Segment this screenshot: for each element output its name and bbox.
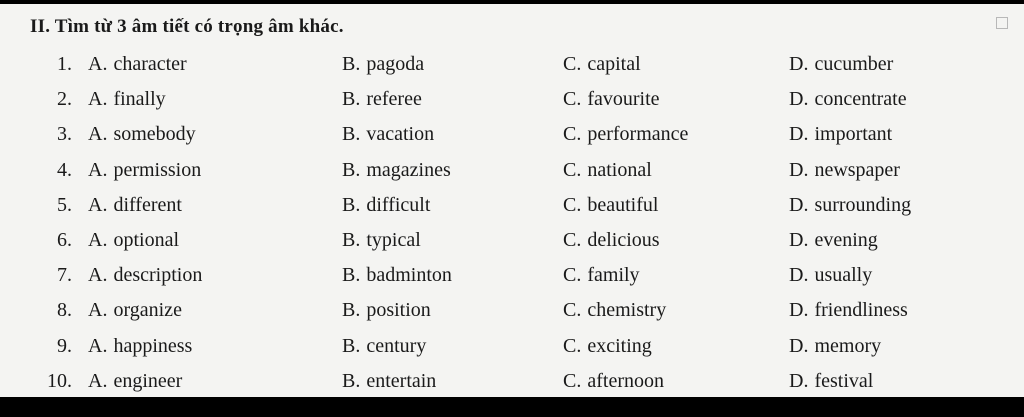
- option-c: [563, 293, 666, 328]
- option-d: [789, 47, 893, 82]
- option-word: finally: [113, 88, 166, 111]
- option-word: friendliness: [814, 299, 908, 322]
- option-letter: C.: [563, 88, 582, 111]
- option-letter: C.: [563, 334, 582, 357]
- question-row: [0, 258, 1024, 293]
- option-c: [563, 364, 664, 399]
- question-number: 7.: [57, 264, 72, 287]
- option-c: [563, 223, 660, 258]
- option-word: usually: [814, 264, 873, 287]
- option-letter: A.: [88, 299, 108, 322]
- option-c: [563, 47, 641, 82]
- option-letter: C.: [563, 123, 582, 146]
- option-d: [789, 117, 892, 152]
- option-word: chemistry: [587, 299, 667, 322]
- option-b: [342, 153, 451, 188]
- option-c: [563, 258, 640, 293]
- option-c: [563, 117, 688, 152]
- question-number: 5.: [57, 193, 72, 216]
- option-b: [342, 117, 434, 152]
- option-b: [342, 82, 422, 117]
- option-word: typical: [366, 228, 421, 251]
- option-word: exciting: [587, 334, 652, 357]
- option-letter: A.: [88, 123, 108, 146]
- question-row: [0, 188, 1024, 223]
- question-row: [0, 223, 1024, 258]
- option-word: concentrate: [814, 88, 907, 111]
- option-word: different: [113, 193, 182, 216]
- question-row: [0, 153, 1024, 188]
- option-letter: D.: [789, 193, 809, 216]
- option-word: family: [587, 264, 640, 287]
- option-letter: A.: [88, 369, 108, 392]
- option-c: [563, 153, 652, 188]
- option-letter: D.: [789, 369, 809, 392]
- option-word: description: [113, 264, 203, 287]
- option-word: organize: [113, 299, 182, 322]
- option-letter: D.: [789, 264, 809, 287]
- option-word: afternoon: [587, 369, 664, 392]
- question-number: 10.: [47, 369, 72, 392]
- option-letter: D.: [789, 334, 809, 357]
- question-number: 3.: [57, 123, 72, 146]
- option-letter: C.: [563, 369, 582, 392]
- option-letter: C.: [563, 158, 582, 181]
- option-b: [342, 188, 430, 223]
- option-letter: A.: [88, 158, 108, 181]
- option-d: [789, 82, 907, 117]
- option-a: [88, 364, 182, 399]
- option-a: [88, 188, 182, 223]
- option-letter: B.: [342, 88, 361, 111]
- option-a: [88, 329, 192, 364]
- option-a: [88, 82, 166, 117]
- question-row: [0, 293, 1024, 328]
- option-word: surrounding: [814, 193, 912, 216]
- option-letter: C.: [563, 228, 582, 251]
- option-word: happiness: [113, 334, 193, 357]
- option-letter: C.: [563, 299, 582, 322]
- option-letter: B.: [342, 193, 361, 216]
- option-d: [789, 293, 908, 328]
- option-a: [88, 223, 179, 258]
- option-b: [342, 293, 431, 328]
- option-c: [563, 188, 658, 223]
- option-d: [789, 223, 878, 258]
- option-letter: A.: [88, 228, 108, 251]
- option-letter: A.: [88, 334, 108, 357]
- question-number: 1.: [57, 53, 72, 75]
- option-b: [342, 364, 436, 399]
- option-word: capital: [587, 53, 641, 75]
- option-d: [789, 258, 872, 293]
- option-letter: C.: [563, 193, 582, 216]
- option-d: [789, 153, 900, 188]
- option-word: national: [587, 158, 652, 181]
- option-word: character: [113, 53, 187, 75]
- option-letter: C.: [563, 264, 582, 287]
- option-b: [342, 258, 452, 293]
- option-d: [789, 329, 881, 364]
- option-a: [88, 258, 202, 293]
- option-letter: A.: [88, 53, 108, 75]
- option-c: [563, 82, 660, 117]
- option-letter: D.: [789, 228, 809, 251]
- option-word: performance: [587, 123, 689, 146]
- option-word: permission: [113, 158, 202, 181]
- option-word: beautiful: [587, 193, 659, 216]
- option-b: [342, 223, 421, 258]
- option-word: engineer: [113, 369, 183, 392]
- exercise-title: II. Tìm từ 3 âm tiết có trọng âm khác.: [30, 16, 344, 37]
- option-word: century: [366, 334, 427, 357]
- option-word: pagoda: [366, 53, 425, 75]
- option-word: memory: [814, 334, 882, 357]
- option-letter: B.: [342, 228, 361, 251]
- option-letter: A.: [88, 264, 108, 287]
- option-word: newspaper: [814, 158, 900, 181]
- option-word: entertain: [366, 369, 437, 392]
- question-row: [0, 117, 1024, 152]
- option-letter: D.: [789, 299, 809, 322]
- option-word: evening: [814, 228, 878, 251]
- question-number: 6.: [57, 228, 72, 251]
- option-d: [789, 364, 873, 399]
- question-number: 4.: [57, 158, 72, 181]
- option-letter: D.: [789, 53, 809, 75]
- worksheet: [0, 4, 1024, 397]
- option-word: festival: [814, 369, 874, 392]
- option-letter: A.: [88, 88, 108, 111]
- option-letter: B.: [342, 158, 361, 181]
- option-c: [563, 329, 652, 364]
- option-letter: D.: [789, 158, 809, 181]
- option-letter: B.: [342, 53, 361, 75]
- option-letter: B.: [342, 264, 361, 287]
- checkbox-icon: [996, 17, 1008, 29]
- option-word: optional: [113, 228, 179, 251]
- option-word: favourite: [587, 88, 660, 111]
- option-d: [789, 188, 911, 223]
- option-letter: B.: [342, 334, 361, 357]
- option-letter: A.: [88, 193, 108, 216]
- option-word: position: [366, 299, 431, 322]
- option-letter: B.: [342, 369, 361, 392]
- option-b: [342, 47, 424, 82]
- option-letter: D.: [789, 88, 809, 111]
- question-number: 2.: [57, 88, 72, 111]
- option-word: magazines: [366, 158, 451, 181]
- option-a: [88, 47, 187, 82]
- option-word: cucumber: [814, 53, 894, 75]
- question-row: [0, 364, 1024, 399]
- option-letter: C.: [563, 53, 582, 75]
- option-a: [88, 117, 196, 152]
- question-row: [0, 82, 1024, 117]
- question-row: [0, 47, 1024, 82]
- question-row: [0, 329, 1024, 364]
- option-letter: D.: [789, 123, 809, 146]
- option-word: referee: [366, 88, 422, 111]
- option-word: important: [814, 123, 893, 146]
- option-a: [88, 293, 182, 328]
- question-number: 8.: [57, 299, 72, 322]
- option-a: [88, 153, 201, 188]
- option-b: [342, 329, 426, 364]
- option-word: badminton: [366, 264, 452, 287]
- option-word: vacation: [366, 123, 435, 146]
- option-word: somebody: [113, 123, 196, 146]
- question-list: [0, 47, 1024, 399]
- option-letter: B.: [342, 123, 361, 146]
- option-letter: B.: [342, 299, 361, 322]
- option-word: difficult: [366, 193, 431, 216]
- question-number: 9.: [57, 334, 72, 357]
- option-word: delicious: [587, 228, 660, 251]
